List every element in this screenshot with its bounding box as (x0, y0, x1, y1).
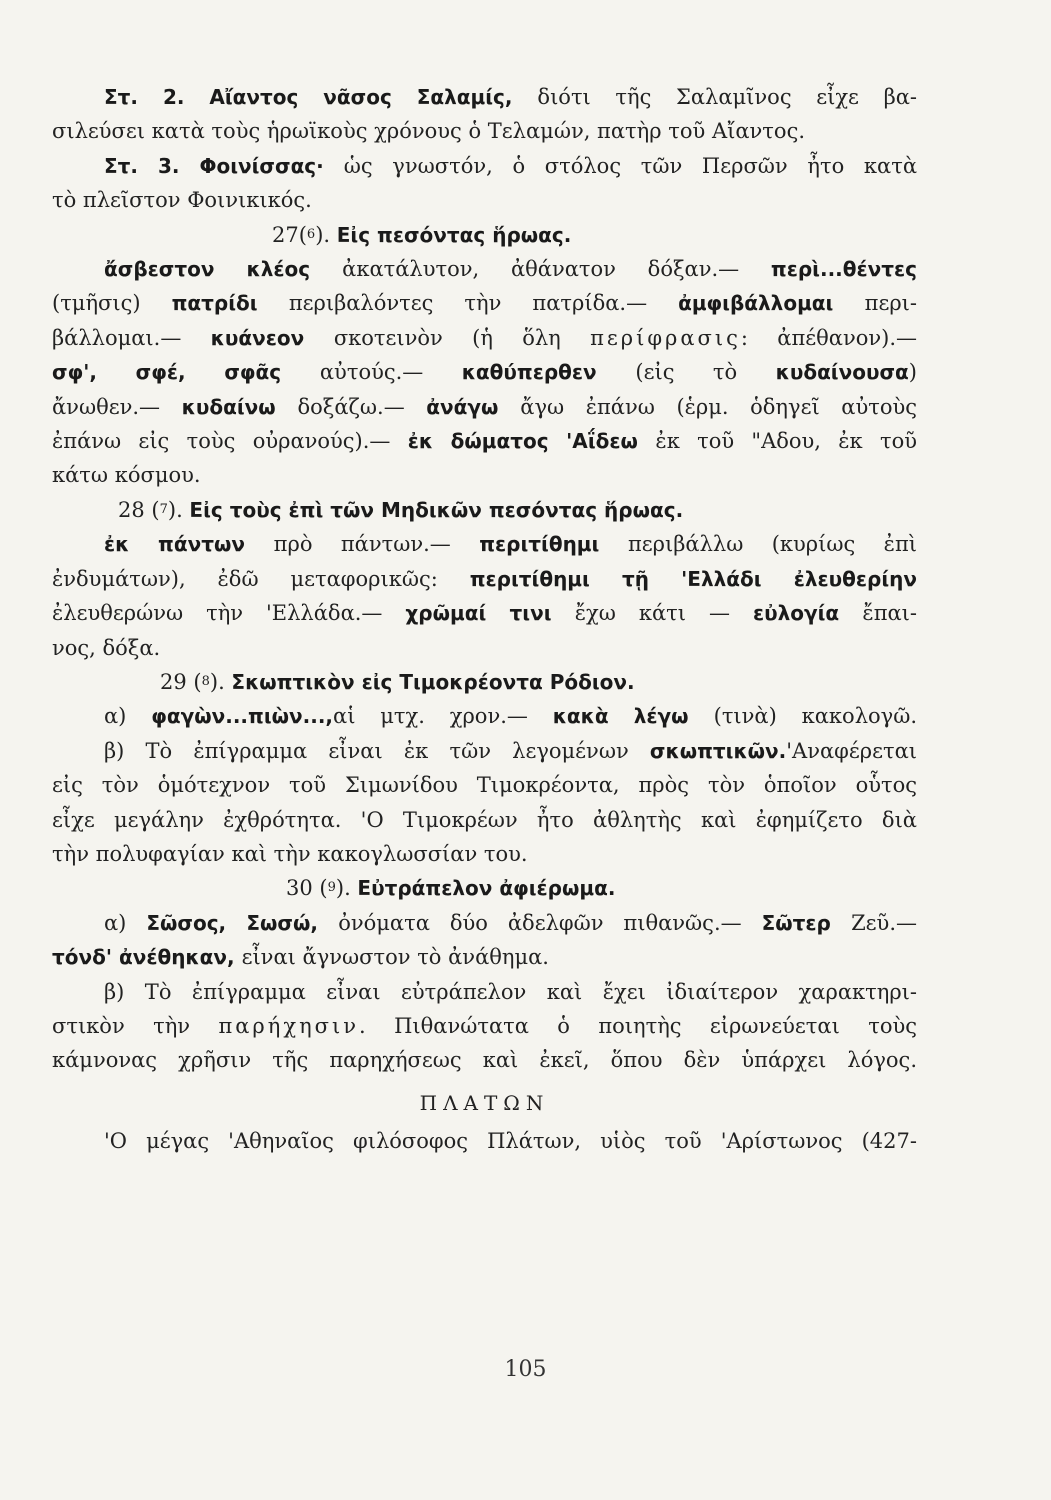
text-run: : ἀπέθανον).— (740, 325, 918, 350)
text-run: (εἰς τὸ (635, 360, 776, 385)
section-heading (52, 493, 917, 527)
text-run: εἶναι ἄγνωστον τὸ ἀνάθημα. (241, 945, 549, 970)
page-number: 105 (504, 1357, 547, 1382)
bold-term: εὐλογία (752, 601, 863, 626)
text-run: Ζεῦ.— (851, 910, 917, 935)
text-line (52, 940, 917, 974)
text-line (52, 424, 917, 458)
text-line (52, 252, 917, 286)
bold-term: Στ. 3. Φοινίσσας· (104, 153, 344, 178)
text-run: στικὸν τὴν (52, 1013, 219, 1038)
bold-term: Σῶσος, Σωσώ, (146, 910, 339, 935)
bold-term: Εἰς τοὺς ἐπὶ τῶν Μηδικῶν πεσόντας ἥρωας. (189, 497, 684, 522)
bold-term: ἄσβεστον κλέος (104, 257, 343, 282)
text-run: . Πιθανώτατα ὁ ποιητὴς εἰρωνεύεται τοὺς (359, 1013, 917, 1038)
text-line (52, 768, 917, 802)
text-run: σκοτεινὸν (ἡ ὅλη (333, 325, 591, 350)
text-run: ). (335, 876, 358, 901)
text-line (52, 975, 917, 1009)
text-line (52, 390, 917, 424)
text-line (52, 80, 917, 114)
text-run: β) Τὸ ἐπίγραμμα εἶναι ἐκ τῶν λεγομένων (104, 738, 650, 763)
bold-term: πατρίδι (171, 291, 289, 316)
bold-term: ἐκ δώματος 'Αΐδεω (407, 429, 656, 454)
text-run: ἐλευθερώνω τὴν 'Ελλάδα.— (52, 601, 406, 626)
text-run: ἐκ τοῦ "Αδου, ἐκ τοῦ (655, 429, 917, 454)
text-line (52, 1043, 917, 1077)
bold-term: σφ', σφέ, σφᾶς (52, 360, 320, 385)
text-run: 30 ( (286, 876, 328, 901)
text-run: ἔπαι- (862, 601, 918, 626)
text-body (52, 80, 917, 1159)
section-heading (52, 871, 917, 905)
text-run: 29 ( (160, 669, 202, 694)
bold-term: περιτίθημι (479, 532, 628, 557)
text-run: ὀνόματα δύο ἀδελφῶν πιθανῶς.— (338, 910, 762, 935)
text-run: ἐπάνω εἰς τοὺς οὐρανούς).— (52, 429, 408, 454)
bold-term: κυάνεον (210, 325, 334, 350)
bold-term: περὶ...θέντες (770, 257, 918, 282)
text-run: 'Αναφέρεται (786, 738, 917, 763)
text-run: παρήχησιν (218, 1013, 360, 1038)
author-heading (52, 1086, 917, 1120)
text-run: πρὸ πάντων.— (273, 532, 480, 557)
text-line (52, 355, 917, 389)
text-line (52, 149, 917, 183)
text-run: περιβαλόντες τὴν πατρίδα.— (288, 291, 679, 316)
text-run: τὴν πολυφαγίαν καὶ τὴν κακογλωσσίαν του. (52, 841, 528, 866)
text-run: ὡς γνωστόν, ὁ στόλος τῶν Περσῶν ἦτο κατὰ (343, 153, 917, 178)
bold-term: τόνδ' ἀνέθηκαν, (52, 945, 242, 970)
text-line (52, 1124, 917, 1158)
text-line (52, 183, 917, 217)
bold-term: καθύπερθεν (461, 360, 636, 385)
text-run: τὸ πλεῖστον Φοινικικός. (52, 188, 312, 213)
bold-term: ἀμφιβάλλομαι (678, 291, 865, 316)
bold-term: Εὐτράπελον ἀφιέρωμα. (357, 876, 616, 901)
bold-term: ἐκ πάντων (104, 532, 274, 557)
bold-term: κυδαίνουσα (775, 360, 909, 385)
text-run: σιλεύσει κατὰ τοὺς ἡρωϊκοὺς χρόνους ὁ Τελαμών, πατὴρ τοῦ Αἴαντος. (52, 119, 806, 144)
text-run: ). (209, 669, 232, 694)
text-run: εἰς τὸν ὁμότεχνον τοῦ Σιμωνίδου Τιμοκρέοντα, πρὸς τὸν ὁποῖον οὗτος (52, 773, 917, 798)
footnote-ref: 8 (201, 673, 210, 689)
text-line (52, 458, 917, 492)
footnote-ref: 7 (159, 501, 168, 517)
bold-term: κυδαίνω (181, 394, 298, 419)
text-run: (τινὰ) κακολογῶ. (713, 704, 918, 729)
bold-term: περιτίθημι τῇ 'Ελλάδι ἐλευθερίην (469, 566, 917, 591)
text-run: κάτω κόσμου. (52, 463, 201, 488)
text-run: αἱ μτχ. χρον.— (333, 704, 553, 729)
text-line (52, 631, 917, 665)
bold-term: Στ. 2. Αἴαντος νᾶσος Σαλαμίς, (104, 85, 538, 109)
text-line (52, 803, 917, 837)
bold-term: ἀνάγω (426, 394, 521, 419)
text-run: ἄνωθεν.— (52, 394, 182, 419)
text-run: 28 ( (118, 497, 160, 522)
text-line (52, 734, 917, 768)
text-run: (τμῆσις) (52, 291, 172, 316)
text-line (52, 114, 917, 148)
text-run: βάλλομαι.— (52, 325, 211, 350)
text-line (52, 562, 917, 596)
text-line (52, 699, 917, 733)
section-heading (52, 665, 917, 699)
text-run: δοξάζω.— (297, 394, 427, 419)
bold-term: Σκωπτικὸν εἰς Τιμοκρέοντα Ρόδιον. (231, 669, 635, 694)
text-line (52, 1009, 917, 1043)
text-run: κάμνονας χρῆσιν τῆς παρηχήσεως καὶ ἐκεῖ, ὅπου δὲν ὑπάρχει λόγος. (52, 1048, 917, 1073)
bold-term: κακὰ λέγω (552, 704, 714, 729)
text-run: περίφρασις (590, 325, 741, 350)
text-run: α) (104, 910, 147, 935)
text-run: ἐνδυμάτων), ἐδῶ μεταφορικῶς: (52, 566, 470, 591)
text-run: περι- (864, 291, 917, 316)
text-run: α) (104, 704, 152, 729)
text-run: 'Ο μέγας 'Αθηναῖος φιλόσοφος Πλάτων, υἱὸς τοῦ 'Αρίστωνος (427- (104, 1129, 917, 1154)
footnote-ref: 6 (306, 226, 316, 242)
bold-term: φαγὼν...πιὼν..., (151, 704, 334, 729)
text-run: νος, δόξα. (52, 635, 161, 660)
text-run: εἶχε μεγάλην ἐχθρότητα. 'Ο Τιμοκρέων ἦτο ἀθλητὴς καὶ ἐφημίζετο διὰ (52, 807, 917, 832)
text-run: διότι τῆς Σαλαμῖνος εἶχε βα- (537, 85, 917, 109)
text-run: ). (167, 497, 190, 522)
footnote-ref: 9 (327, 880, 336, 896)
text-run: ἀκατάλυτον, ἀθάνατον δόξαν.— (342, 257, 771, 282)
text-line (52, 596, 917, 630)
text-run: ἄγω ἐπάνω (ἑρμ. ὁδηγεῖ αὐτοὺς (520, 394, 917, 419)
text-run: β) Τὸ ἐπίγραμμα εἶναι εὐτράπελον καὶ ἔχει ἰδιαίτερον χαρακτηρι- (104, 979, 917, 1004)
text-line (52, 286, 917, 320)
bold-term: χρῶμαί τινι (405, 601, 575, 626)
text-run: περιβάλλω (κυρίως ἐπὶ (628, 532, 917, 557)
text-line (52, 906, 917, 940)
text-run: 27( (272, 222, 307, 247)
bold-term: σκωπτικῶν. (649, 738, 787, 763)
text-run: ) (908, 360, 917, 385)
text-line (52, 837, 917, 871)
text-run: ΠΛΑΤΩΝ (419, 1090, 550, 1115)
text-run: αὐτούς.— (319, 360, 462, 385)
text-run: ἔχω κάτι — (574, 601, 753, 626)
section-heading (52, 218, 917, 252)
bold-term: Σῶτερ (761, 910, 852, 935)
bold-term: Εἰς πεσόντας ἥρωας. (336, 222, 572, 247)
text-line (52, 321, 917, 355)
text-run: ). (315, 222, 337, 247)
text-line (52, 527, 917, 561)
